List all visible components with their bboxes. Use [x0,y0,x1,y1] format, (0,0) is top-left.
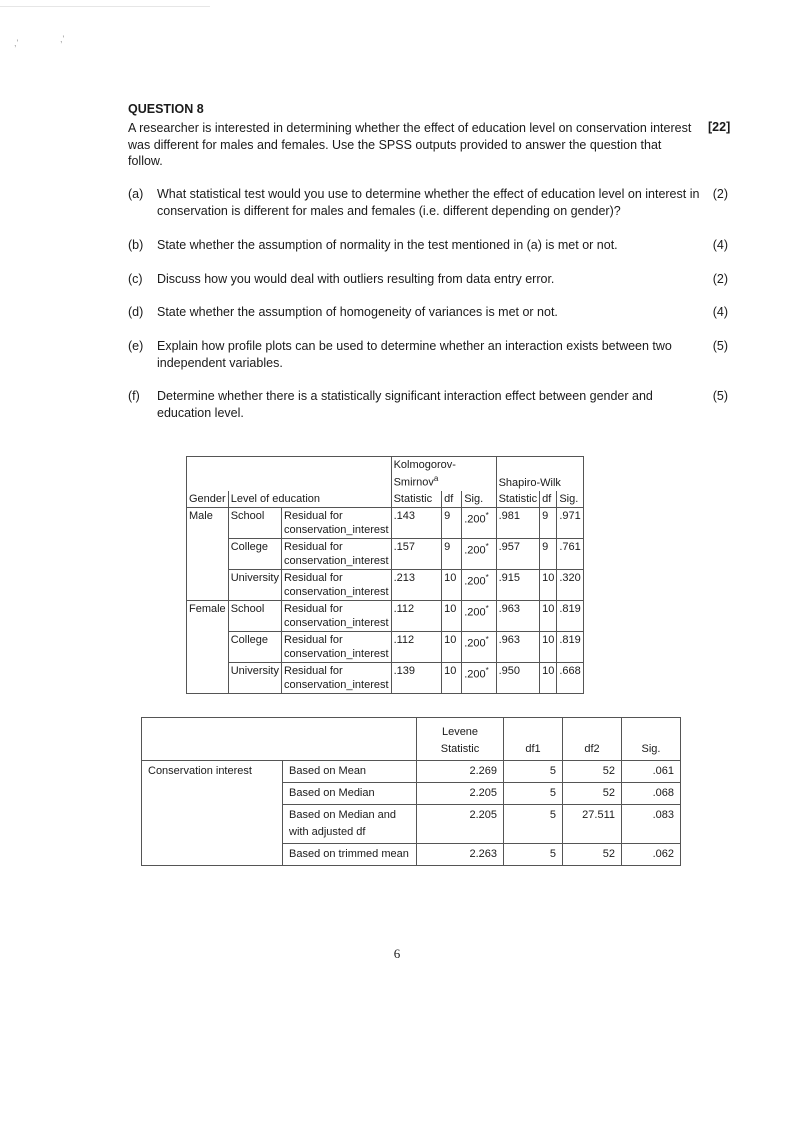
level-cell: School [228,507,281,538]
col-df2: df2 [563,718,622,761]
residual-cell [282,569,392,600]
df2-cell: 27.511 [563,805,622,844]
col-levene-statistic [417,718,504,761]
col-gender: Gender [187,491,229,508]
levene-statistic: 2.269 [417,761,504,783]
sw-df: 10 [540,631,557,662]
level-cell: School [228,600,281,631]
ks-sig [462,569,496,600]
sig-marker: * [485,603,489,613]
sig-marker: * [485,634,489,644]
levene-statistic: 2.205 [417,783,504,805]
ks-df: 9 [442,538,462,569]
ks-df: 10 [442,569,462,600]
residual-cell [282,538,392,569]
residual-line1: Residual for [284,633,343,646]
page-number: 6 [393,946,401,961]
col-df1: df1 [504,718,563,761]
part-text: State whether the assumption of homogeneity of variances is met or not. [157,305,558,319]
scan-artifact-mark: ,' [14,38,19,48]
table-header-row [142,718,681,761]
gender-cell: Female [187,600,229,693]
ks-df: 10 [442,662,462,693]
residual-line2: conservation_interest [284,678,389,691]
part-text: Explain how profile plots can be used to determine whether an interaction exists between two independent variables. [157,339,672,370]
normality-table [186,456,584,694]
levene-table [141,717,681,866]
sw-df: 10 [540,662,557,693]
sw-sig: .668 [557,662,583,693]
df1-cell: 5 [504,761,563,783]
ks-df: 10 [442,631,462,662]
levene-header-line1: Levene [441,726,479,738]
residual-cell [282,631,392,662]
basis-cell: Based on Median [283,783,417,805]
part-marks: (5) [712,389,728,403]
df1-cell: 5 [504,783,563,805]
ks-statistic: .112 [391,600,442,631]
sw-df: 10 [540,569,557,600]
residual-cell [282,600,392,631]
sw-sig: .761 [557,538,583,569]
scan-artifact-mark: ,' [60,34,65,44]
part-marks: (2) [712,272,728,286]
ks-sig-value: .200 [464,513,486,526]
col-sw-df: df [540,491,557,508]
table-header-row [187,491,584,508]
residual-line1: Residual for [284,571,343,584]
sig-marker: * [485,665,489,675]
ks-statistic: .143 [391,507,442,538]
level-cell: University [228,569,281,600]
sw-statistic: .963 [496,600,540,631]
sw-sig: .819 [557,600,583,631]
col-level: Level of education [228,491,391,508]
residual-line2: conservation_interest [284,647,389,660]
part-label: (b) [128,238,144,252]
part-label: (a) [128,187,144,201]
sig-marker: * [485,572,489,582]
ks-df: 10 [442,600,462,631]
sw-df: 10 [540,600,557,631]
sig-cell: .062 [622,844,681,866]
part-marks: (4) [712,305,728,319]
residual-line2: conservation_interest [284,585,389,598]
sig-marker: * [485,510,489,520]
ks-sig-value: .200 [464,668,486,681]
part-label: (c) [128,272,143,286]
ks-sig [462,538,496,569]
part-text: Discuss how you would deal with outliers resulting from data entry error. [157,272,555,286]
ks-sig [462,631,496,662]
table-row [187,538,584,569]
residual-cell [282,507,392,538]
col-ks-sig: Sig. [462,491,496,508]
ks-df: 9 [442,507,462,538]
part-label: (f) [128,389,140,403]
ks-statistic: .139 [391,662,442,693]
sw-sig: .971 [557,507,583,538]
table-row [187,507,584,538]
levene-statistic: 2.263 [417,844,504,866]
part-marks: (4) [712,238,728,252]
ks-sig-value: .200 [464,575,486,588]
table-header-row [187,457,584,491]
table-row [187,631,584,662]
sig-cell: .068 [622,783,681,805]
col-sw-sig: Sig. [557,491,583,508]
sw-sig: .819 [557,631,583,662]
part-marks: (5) [712,339,728,353]
part-label: (d) [128,305,144,319]
ks-sig [462,600,496,631]
basis-cell: Based on Mean [283,761,417,783]
residual-line1: Residual for [284,602,343,615]
residual-line1: Residual for [284,664,343,677]
part-text: What statistical test would you use to determine whether the effect of education level on interest in conservation is different for males and females (i.e. different depending on gender)? [157,187,700,218]
ks-sig [462,662,496,693]
df1-cell: 5 [504,844,563,866]
table-row [142,761,681,783]
col-ks-statistic: Statistic [391,491,442,508]
sw-statistic: .950 [496,662,540,693]
ks-sig [462,507,496,538]
table-row [187,662,584,693]
level-cell: University [228,662,281,693]
ks-sig-value: .200 [464,544,486,557]
sig-cell: .061 [622,761,681,783]
ks-statistic: .157 [391,538,442,569]
residual-line2: conservation_interest [284,523,389,536]
df1-cell: 5 [504,805,563,844]
table-header-cell [187,457,392,491]
dependent-variable-cell: Conservation interest [142,761,283,866]
table-row [187,600,584,631]
ks-sig-value: .200 [464,637,486,650]
residual-line2: conservation_interest [284,554,389,567]
ks-footnote-marker: a [433,474,439,483]
part-text: State whether the assumption of normality in the test mentioned in (a) is met or not. [157,238,618,252]
col-ks-df: df [442,491,462,508]
levene-statistic: 2.205 [417,805,504,844]
sw-sig: .320 [557,569,583,600]
df2-cell: 52 [563,783,622,805]
ks-statistic: .112 [391,631,442,662]
levene-header-line2: Statistic [440,743,480,755]
col-sw-statistic: Statistic [496,491,540,508]
sig-marker: * [485,541,489,551]
sw-df: 9 [540,538,557,569]
residual-line2: conservation_interest [284,616,389,629]
sw-statistic: .981 [496,507,540,538]
level-cell: College [228,631,281,662]
residual-cell [282,662,392,693]
part-text: Determine whether there is a statistically significant interaction effect between gender and education level. [157,389,653,420]
basis-cell: Based on trimmed mean [283,844,417,866]
table-header-cell [142,718,417,761]
ks-header-text: Kolmogorov-Smirnov [393,459,456,489]
ks-header [391,457,496,491]
question-intro: A researcher is interested in determining whether the effect of education level on conservation interest was different for males and females. Use the SPSS outputs provided to answer the question that follow. [128,121,692,168]
table-row [187,569,584,600]
level-cell: College [228,538,281,569]
sw-statistic: .915 [496,569,540,600]
ks-sig-value: .200 [464,606,486,619]
scan-artifact-line [0,6,210,7]
sw-df: 9 [540,507,557,538]
col-sig: Sig. [622,718,681,761]
part-label: (e) [128,339,144,353]
question-title: QUESTION 8 [128,102,204,116]
basis-cell: Based on Median and with adjusted df [283,805,417,844]
part-marks: (2) [712,187,728,201]
df2-cell: 52 [563,761,622,783]
gender-cell: Male [187,507,229,600]
ks-statistic: .213 [391,569,442,600]
total-marks: [22] [708,120,731,134]
residual-line1: Residual for [284,540,343,553]
sw-statistic: .957 [496,538,540,569]
residual-line1: Residual for [284,509,343,522]
sw-header: Shapiro-Wilk [496,457,583,491]
sig-cell: .083 [622,805,681,844]
sw-statistic: .963 [496,631,540,662]
df2-cell: 52 [563,844,622,866]
